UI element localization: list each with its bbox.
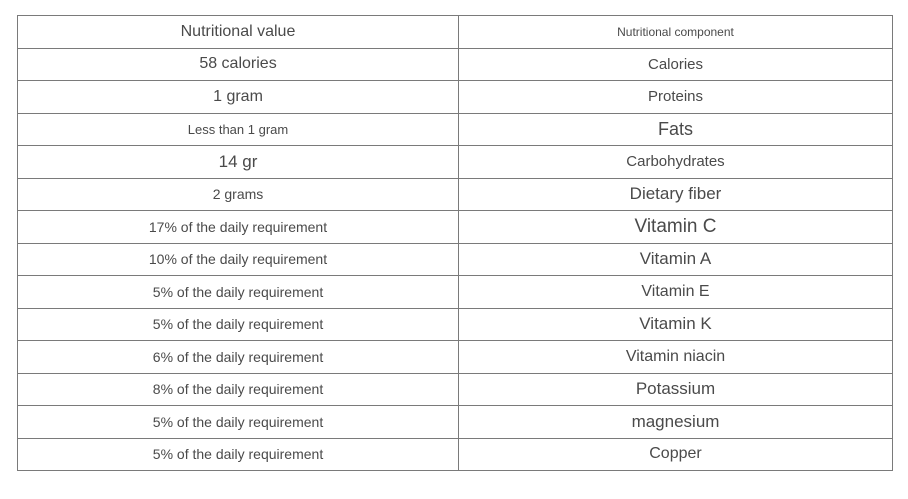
component-cell: Vitamin niacin [459, 341, 893, 374]
value-cell: Less than 1 gram [18, 113, 459, 146]
value-cell: 6% of the daily requirement [18, 341, 459, 374]
table-header-row [18, 16, 893, 49]
value-cell: 5% of the daily requirement [18, 276, 459, 309]
table-row [18, 211, 893, 244]
header-nutritional-component: Nutritional component [459, 16, 893, 49]
value-cell: 5% of the daily requirement [18, 406, 459, 439]
table-row [18, 341, 893, 374]
component-cell: Copper [459, 438, 893, 471]
component-cell: Carbohydrates [459, 146, 893, 179]
component-cell: Vitamin A [459, 243, 893, 276]
table-row [18, 113, 893, 146]
component-cell: Dietary fiber [459, 178, 893, 211]
table-row [18, 308, 893, 341]
table-row [18, 81, 893, 114]
component-cell: Vitamin K [459, 308, 893, 341]
value-cell: 17% of the daily requirement [18, 211, 459, 244]
component-cell: Potassium [459, 373, 893, 406]
table-row [18, 438, 893, 471]
value-cell: 8% of the daily requirement [18, 373, 459, 406]
table-row [18, 243, 893, 276]
table-row [18, 276, 893, 309]
value-cell: 2 grams [18, 178, 459, 211]
table-row [18, 48, 893, 81]
value-cell: 10% of the daily requirement [18, 243, 459, 276]
value-cell: 1 gram [18, 81, 459, 114]
component-cell: Proteins [459, 81, 893, 114]
table-row [18, 146, 893, 179]
nutrition-table [17, 15, 893, 471]
header-nutritional-value: Nutritional value [18, 16, 459, 49]
value-cell: 58 calories [18, 48, 459, 81]
value-cell: 5% of the daily requirement [18, 308, 459, 341]
component-cell: Calories [459, 48, 893, 81]
value-cell: 5% of the daily requirement [18, 438, 459, 471]
table-row [18, 373, 893, 406]
table-row [18, 178, 893, 211]
table-row [18, 406, 893, 439]
component-cell: Vitamin E [459, 276, 893, 309]
component-cell: Vitamin C [459, 211, 893, 244]
component-cell: magnesium [459, 406, 893, 439]
component-cell: Fats [459, 113, 893, 146]
value-cell: 14 gr [18, 146, 459, 179]
